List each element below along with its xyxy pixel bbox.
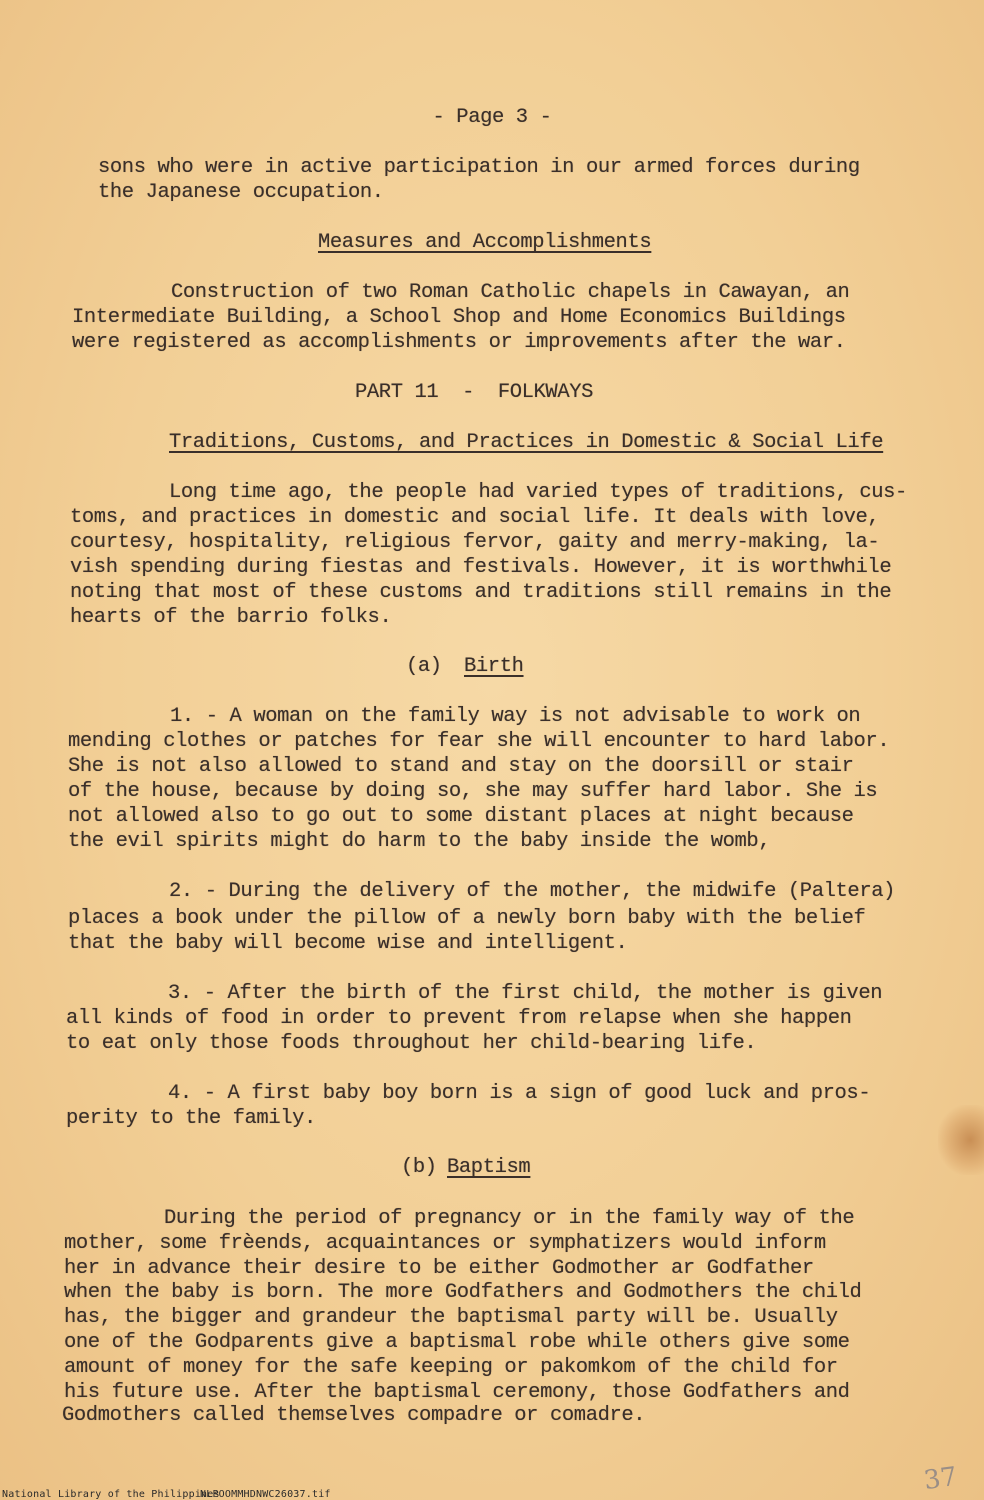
baptism-line: has, the bigger and grandeur the baptismal party will be. Usually [64, 1306, 838, 1329]
intro-line: sons who were in active participation in our armed forces during [98, 156, 860, 179]
intro-line: the Japanese occupation. [98, 181, 384, 204]
measures-line: Construction of two Roman Catholic chapels in Cawayan, an [171, 281, 850, 304]
birth-item-2-line: places a book under the pillow of a newly born baby with the belief [68, 907, 866, 930]
birth-item-1-line: the evil spirits might do harm to the baby inside the womb, [68, 830, 771, 853]
handwritten-page-number: 37 [922, 1461, 960, 1497]
measures-line: were registered as accomplishments or improvements after the war. [72, 331, 846, 354]
birth-item-4-line: 4. - A first baby boy born is a sign of good luck and pros- [168, 1082, 871, 1105]
baptism-line: amount of money for the safe keeping or pakomkom of the child for [64, 1356, 838, 1379]
birth-item-1-line: 1. - A woman on the family way is not advisable to work on [170, 705, 861, 728]
birth-prefix: (a) [406, 655, 442, 678]
birth-item-1-line: mending clothes or patches for fear she will encounter to hard labor. [68, 730, 890, 753]
baptism-line: her in advance their desire to be either Godmother ar Godfather [64, 1257, 814, 1280]
page-header: - Page 3 - [432, 106, 552, 129]
traditions-line: Long time ago, the people had varied types of traditions, cus- [169, 481, 907, 504]
baptism-line: one of the Godparents give a baptismal robe while others give some [64, 1331, 850, 1354]
birth-item-3-line: all kinds of food in order to prevent from relapse when she happen [66, 1007, 852, 1030]
birth-item-2-line: that the baby will become wise and intelligent. [68, 932, 628, 955]
baptism-line: when the baby is born. The more Godfathers and Godmothers the child [64, 1281, 862, 1304]
baptism-prefix: (b) [401, 1156, 437, 1179]
baptism-line: mother, some frèends, acquaintances or symphatizers would inform [64, 1232, 826, 1255]
baptism-line: Godmothers called themselves compadre or comadre. [62, 1404, 646, 1427]
traditions-heading: Traditions, Customs, and Practices in Domestic & Social Life [169, 431, 884, 454]
footer-file-name: NLPOOMMHDNWC26037.tif [200, 1489, 331, 1500]
birth-heading: Birth [464, 655, 524, 678]
birth-item-1-line: not allowed also to go out to some distant places at night because [68, 805, 854, 828]
traditions-line: noting that most of these customs and traditions still remains in the [70, 581, 892, 604]
baptism-line: During the period of pregnancy or in the family way of the [164, 1207, 855, 1230]
birth-item-3-line: to eat only those foods throughout her child-bearing life. [66, 1032, 757, 1055]
traditions-line: courtesy, hospitality, religious fervor, gaity and merry-making, la- [70, 531, 880, 554]
birth-item-3-line: 3. - After the birth of the first child, the mother is given [168, 982, 883, 1005]
measures-line: Intermediate Building, a School Shop and Home Economics Buildings [72, 306, 846, 329]
footer-institution: National Library of the Philippines [2, 1489, 220, 1500]
birth-item-1-line: She is not also allowed to stand and stay on the doorsill or stair [68, 755, 854, 778]
measures-heading: Measures and Accomplishments [318, 231, 652, 254]
part-heading: PART 11 - FOLKWAYS [355, 381, 594, 404]
baptism-line: his future use. After the baptismal ceremony, those Godfathers and [64, 1381, 850, 1404]
baptism-heading: Baptism [447, 1156, 531, 1179]
birth-item-4-line: perity to the family. [66, 1107, 316, 1130]
birth-item-1-line: of the house, because by doing so, she may suffer hard labor. She is [68, 780, 878, 803]
paper-stain [938, 1105, 984, 1175]
traditions-line: vish spending during fiestas and festivals. However, it is worthwhile [70, 556, 892, 579]
birth-item-2-line: 2. - During the delivery of the mother, the midwife (Paltera) [169, 880, 896, 903]
traditions-line: hearts of the barrio folks. [70, 606, 392, 629]
traditions-line: toms, and practices in domestic and social life. It deals with love, [70, 506, 880, 529]
